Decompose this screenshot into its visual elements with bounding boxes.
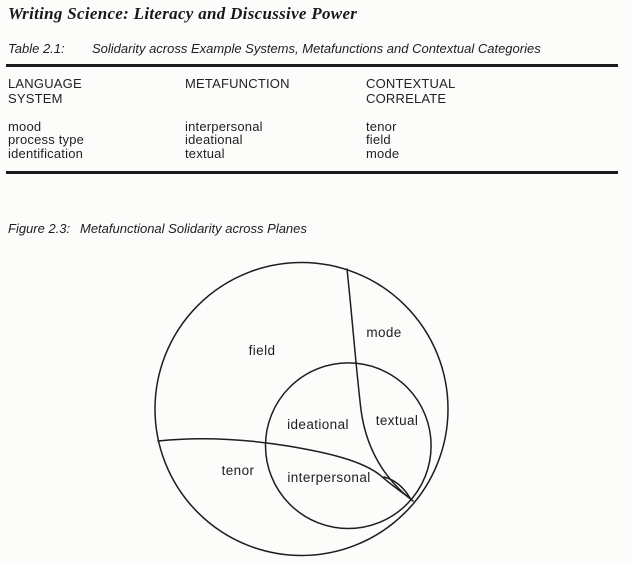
table-cell: process type [8, 132, 85, 148]
table-cell: mode [366, 145, 400, 161]
table-cell: interpersonal [185, 119, 263, 134]
running-head: Writing Science: Literacy and Discussive Power [8, 4, 358, 23]
column-header-line: METAFUNCTION [185, 76, 290, 91]
column-header-line: CONTEXTUAL [366, 76, 456, 91]
figure-caption-text: Metafunctional Solidarity across Planes [80, 221, 307, 236]
column-header-line: CORRELATE [366, 91, 447, 106]
column-header-line: SYSTEM [8, 91, 63, 106]
diagram-label-mode: mode [366, 325, 402, 340]
figure-caption-label: Figure 2.3: [8, 221, 71, 236]
table-cell: field [366, 132, 391, 148]
diagram-label-interpersonal: interpersonal [287, 470, 371, 485]
diagram-label-textual: textual [375, 413, 419, 428]
diagram-label-tenor: tenor [221, 463, 255, 478]
table-cell: tenor [366, 119, 397, 134]
outer-circle [155, 263, 448, 556]
table-cell: ideational [185, 132, 243, 148]
diagram-label-ideational: ideational [287, 417, 349, 432]
tenor-boundary-curve [158, 439, 411, 499]
table-cell: textual [185, 145, 225, 161]
diagram-label-field: field [248, 343, 276, 358]
table-caption-text: Solidarity across Example Systems, Metafunctions and Contextual Categories [92, 41, 541, 56]
table-cell: mood [8, 119, 42, 134]
column-header-line: LANGUAGE [8, 76, 82, 91]
table-cell: identification [8, 145, 84, 161]
table-caption-label: Table 2.1: [8, 41, 65, 56]
